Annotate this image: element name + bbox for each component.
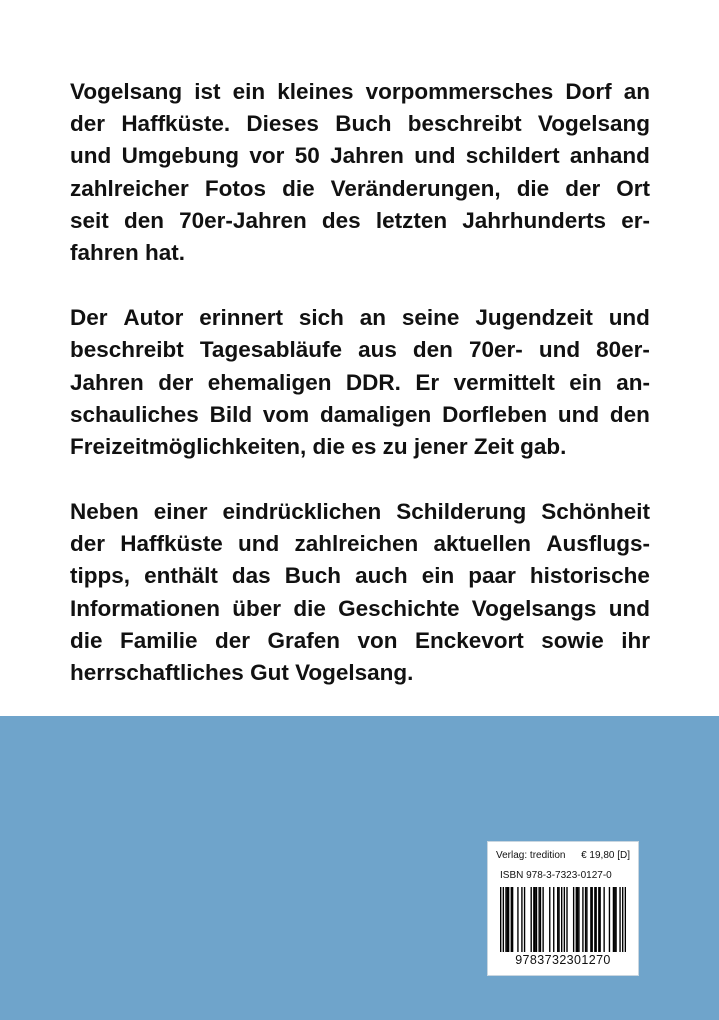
word: enthält (144, 563, 218, 589)
barcode-bar (511, 887, 512, 952)
publisher-price-row (496, 850, 630, 861)
word: den (609, 401, 650, 427)
word: Informationen (70, 595, 220, 621)
word: den (412, 337, 453, 363)
barcode-bar (622, 887, 623, 952)
barcode-label (488, 842, 638, 975)
text-line (70, 76, 650, 108)
word: Dorf (565, 79, 612, 104)
word: Grafen (267, 627, 340, 653)
text-line (70, 237, 650, 269)
word: Buch (284, 563, 342, 589)
barcode-bar (500, 887, 501, 952)
barcode-bar (549, 887, 550, 952)
word: beschreibt (407, 111, 522, 137)
word: ihr (621, 627, 650, 653)
word: und (608, 595, 650, 621)
word: vorpommersches (365, 79, 554, 104)
word: seit (70, 207, 109, 233)
text-line (70, 528, 650, 560)
word: Jugendzeit (475, 305, 593, 331)
text-line (70, 399, 650, 431)
barcode-bar (585, 887, 586, 952)
text-line (70, 334, 650, 366)
barcode-bar (594, 887, 595, 952)
text-line (70, 496, 650, 528)
word: schauliches (70, 401, 199, 427)
word: DDR. (345, 369, 401, 395)
barcode-bar (557, 887, 558, 952)
word: 50 (294, 143, 320, 169)
barcode-bar (521, 887, 522, 952)
word: Jahren (330, 143, 404, 169)
barcode-bar (534, 887, 535, 952)
word: Ort (616, 175, 650, 201)
word: die (70, 627, 103, 653)
barcode-bar (553, 887, 554, 952)
text-line (70, 205, 650, 237)
barcode-bars (500, 887, 626, 952)
word: seine (401, 305, 460, 331)
word: Autor (123, 305, 184, 331)
word: kleines (277, 79, 354, 104)
word: aus (358, 337, 397, 363)
barcode-bar (599, 887, 600, 952)
word: Jahrhunderts (462, 207, 607, 233)
word: Ausflugs- (546, 531, 650, 557)
word: über (232, 595, 282, 621)
word: beschreibt (70, 337, 184, 363)
barcode-bar (512, 887, 513, 952)
paragraph (70, 496, 650, 689)
word: die (516, 175, 550, 201)
word: Vogelsangs (471, 595, 597, 621)
word: und (557, 401, 600, 427)
word: damaligen (319, 401, 432, 427)
word: und (414, 143, 456, 169)
word: paar (468, 563, 516, 589)
word: 80er- (596, 337, 650, 363)
text-line (70, 593, 650, 625)
ean-number: 9783732301270 (515, 953, 611, 967)
barcode-bar (595, 887, 596, 952)
word: und (608, 305, 650, 331)
word: Haffküste (120, 531, 223, 557)
word: ein (232, 79, 266, 104)
word: an- (616, 369, 650, 395)
word: Der (70, 305, 108, 331)
word: Jahren (70, 369, 144, 395)
barcode-bar (531, 887, 532, 952)
word: Veränderungen, (330, 175, 501, 201)
word: der (214, 627, 250, 653)
barcode-bar (613, 887, 614, 952)
barcode-bar (566, 887, 567, 952)
word: Dorfleben (442, 401, 548, 427)
barcode-bar (505, 887, 506, 952)
word: eindrücklichen (222, 499, 382, 525)
word: fahren hat. (70, 239, 186, 265)
word: einer (153, 499, 208, 525)
word: und (538, 337, 581, 363)
text-line (70, 108, 650, 140)
word: Freizeitmöglichkeiten, die es zu jener Zeit gab. (70, 433, 567, 459)
word: ein (569, 369, 602, 395)
barcode-bar (609, 887, 610, 952)
paragraph (70, 302, 650, 463)
word: historische (529, 563, 650, 589)
word: Enckevort (414, 627, 524, 653)
barcode-bar (614, 887, 615, 952)
word: aktuellen (433, 531, 531, 557)
word: Tagesabläufe (199, 337, 342, 363)
barcode-bar (590, 887, 591, 952)
barcode-bar (508, 887, 509, 952)
barcode-bar (586, 887, 587, 952)
word: vom (262, 401, 310, 427)
word: der (70, 111, 106, 137)
word: der (158, 369, 194, 395)
barcode-bar (582, 887, 583, 952)
barcode-bar (517, 887, 518, 952)
word: auch (355, 563, 408, 589)
word: Neben (70, 499, 139, 525)
text-line (70, 560, 650, 592)
word: zahlreichen (294, 531, 419, 557)
text-line (70, 173, 650, 205)
word: der (70, 531, 106, 557)
word: von (357, 627, 398, 653)
word: sowie (541, 627, 604, 653)
word: schildert (465, 143, 560, 169)
word: Haffküste. (121, 111, 231, 137)
word: vermittelt (453, 369, 555, 395)
word: an (359, 305, 387, 331)
word: Schilderung (396, 499, 527, 525)
word: und (70, 143, 112, 169)
text-line (70, 302, 650, 334)
barcode-bar (598, 887, 599, 952)
word: die (282, 175, 315, 201)
isbn-label: ISBN 978-3-7323-0127-0 (500, 870, 612, 881)
word: 70er- (468, 337, 523, 363)
word: Buch (335, 111, 392, 137)
word: und (237, 531, 280, 557)
barcode-bar (615, 887, 616, 952)
barcode-bar (524, 887, 525, 952)
word: an (623, 79, 650, 104)
barcode-bar (603, 887, 604, 952)
word: letzten (375, 207, 448, 233)
word: Vogelsang (537, 111, 650, 137)
word: 70er-Jahren (179, 207, 307, 233)
barcode-bar (578, 887, 579, 952)
word: der (565, 175, 601, 201)
word: Bild (209, 401, 253, 427)
paragraph-gap (70, 463, 650, 496)
barcode-bar (536, 887, 537, 952)
word: ist (194, 79, 221, 104)
barcode-bar (542, 887, 543, 952)
barcode-bar (573, 887, 574, 952)
barcode-bar (533, 887, 534, 952)
barcode-bar (577, 887, 578, 952)
text-line (70, 625, 650, 657)
text-line (70, 657, 650, 689)
word: vor (249, 143, 285, 169)
word: Vogelsang (70, 79, 183, 104)
word: zahlreicher (70, 175, 189, 201)
word: Familie (119, 627, 198, 653)
word: Schönheit (541, 499, 650, 525)
text-line (70, 431, 650, 463)
paragraph (70, 76, 650, 269)
word: anhand (569, 143, 650, 169)
text-line (70, 367, 650, 399)
word: des (321, 207, 361, 233)
word: er- (621, 207, 650, 233)
word: erinnert (199, 305, 284, 331)
word: das (231, 563, 271, 589)
barcode-bar (619, 887, 620, 952)
barcode-bar (503, 887, 504, 952)
word: Geschichte (338, 595, 460, 621)
barcode-bar (576, 887, 577, 952)
publisher-label: Verlag: tredition (496, 850, 566, 861)
barcode-bar (564, 887, 565, 952)
word: Er (415, 369, 440, 395)
word: den (123, 207, 164, 233)
word: Dieses (246, 111, 319, 137)
blurb-text (70, 76, 650, 689)
barcode-bar (561, 887, 562, 952)
word: herrschaftliches Gut Vogelsang. (70, 660, 414, 685)
paragraph-gap (70, 269, 650, 302)
price-label: € 19,80 [D] (581, 850, 630, 861)
barcode-bar (592, 887, 593, 952)
word: tipps, (70, 563, 130, 589)
word: ein (421, 563, 455, 589)
barcode-bar (540, 887, 541, 952)
word: sich (298, 305, 344, 331)
word: ehemaligen (207, 369, 332, 395)
barcode-bar (507, 887, 508, 952)
word: Umgebung (121, 143, 240, 169)
word: Fotos (204, 175, 267, 201)
word: die (293, 595, 326, 621)
barcode-bar (625, 887, 626, 952)
text-line (70, 140, 650, 172)
barcode-bar (538, 887, 539, 952)
barcode-bar (558, 887, 559, 952)
